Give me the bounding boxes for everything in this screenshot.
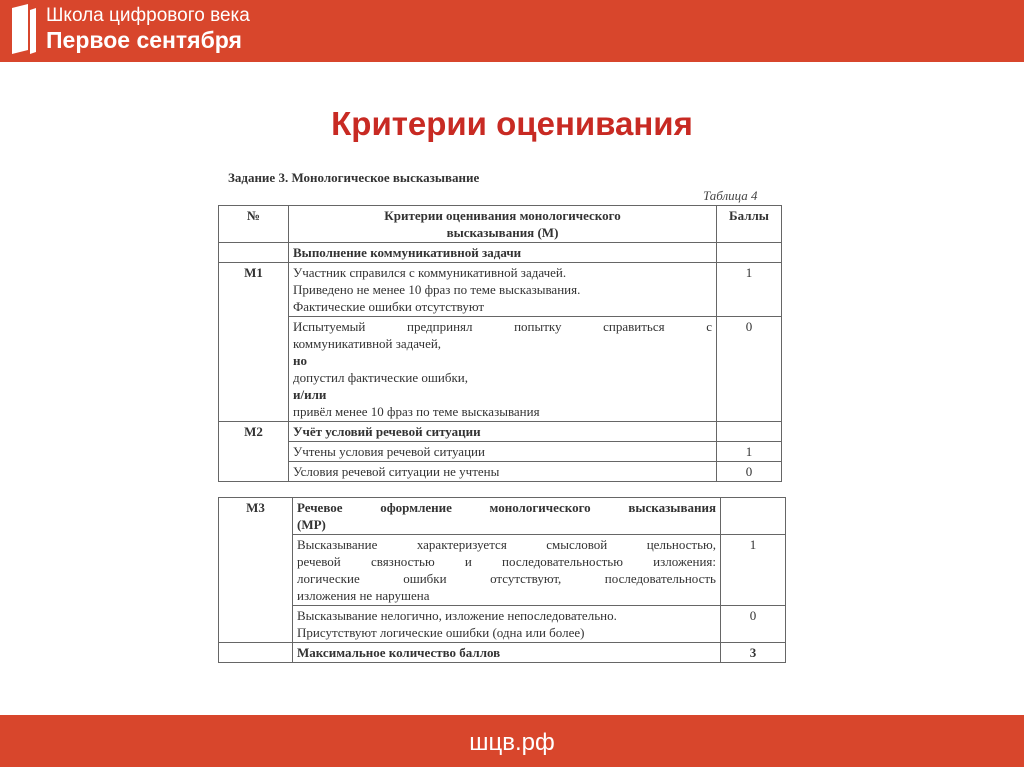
table-row: [219, 263, 782, 317]
slide-title: Критерии оценивания: [331, 105, 693, 142]
criterion-m1-score-0: Испытуемый предпринял попытку справиться с коммуникативной задачей, но допустил фактические ошибки, и/или привёл менее 10 фраз по теме высказывания: [289, 317, 717, 422]
criteria-table-part-2: [218, 497, 786, 663]
logo-line-2: Первое сентября: [46, 27, 242, 53]
table-row: [219, 442, 782, 462]
criterion-m3-score-1: Высказывание характеризуется смысловой цельностью, речевой связностью и последовательностью изложения: логические ошибки отсутствуют, последовательность изложения не нарушена: [293, 535, 721, 606]
site-link[interactable]: шцв.рф: [469, 729, 555, 756]
points-value: 0: [717, 317, 782, 422]
criterion-num-m1: М1: [219, 263, 289, 422]
column-points-header: Баллы: [717, 206, 782, 243]
table-row: [219, 606, 786, 643]
criterion-m2-score-1: Учтены условия речевой ситуации: [289, 442, 717, 462]
table-label: Таблица 4: [703, 188, 758, 203]
criterion-m3-title: Речевое оформление монологического высказывания (МР): [293, 498, 721, 535]
points-value: 1: [717, 263, 782, 317]
criterion-m2-title: Учёт условий речевой ситуации: [289, 422, 717, 442]
section-title-communicative: Выполнение коммуникативной задачи: [289, 243, 717, 263]
column-num-header: №: [219, 206, 289, 243]
criteria-table-part-1: [218, 205, 782, 482]
criterion-m3-score-0: Высказывание нелогично, изложение непоследовательно. Присутствуют логические ошибки (одна или более): [293, 606, 721, 643]
criterion-m2-score-0: Условия речевой ситуации не учтены: [289, 462, 717, 482]
table-row: [219, 462, 782, 482]
book-logo-icon: [10, 4, 38, 56]
table-header-row: [219, 206, 782, 243]
max-points-label: Максимальное количество баллов: [293, 643, 721, 663]
table-row: [219, 317, 782, 422]
table-row: [219, 643, 786, 663]
logo-line-1: Школа цифрового века: [46, 5, 250, 26]
points-value: 0: [721, 606, 786, 643]
document-caption: Задание 3. Монологическое высказывание: [228, 170, 480, 185]
criterion-num-m2: М2: [219, 422, 289, 482]
table-row: [219, 498, 786, 535]
table-row: [219, 535, 786, 606]
header-bar: [0, 0, 1024, 62]
points-value: 0: [717, 462, 782, 482]
criterion-num-m3: М3: [219, 498, 293, 643]
column-criteria-header: Критерии оценивания монологического высказывания (М): [289, 206, 717, 243]
criterion-m1-score-1: Участник справился с коммуникативной задачей. Приведено не менее 10 фраз по теме высказывания. Фактические ошибки отсутствуют: [289, 263, 717, 317]
table-row: [219, 422, 782, 442]
points-value: 1: [721, 535, 786, 606]
max-points-value: 3: [721, 643, 786, 663]
points-value: 1: [717, 442, 782, 462]
table-row: [219, 243, 782, 263]
